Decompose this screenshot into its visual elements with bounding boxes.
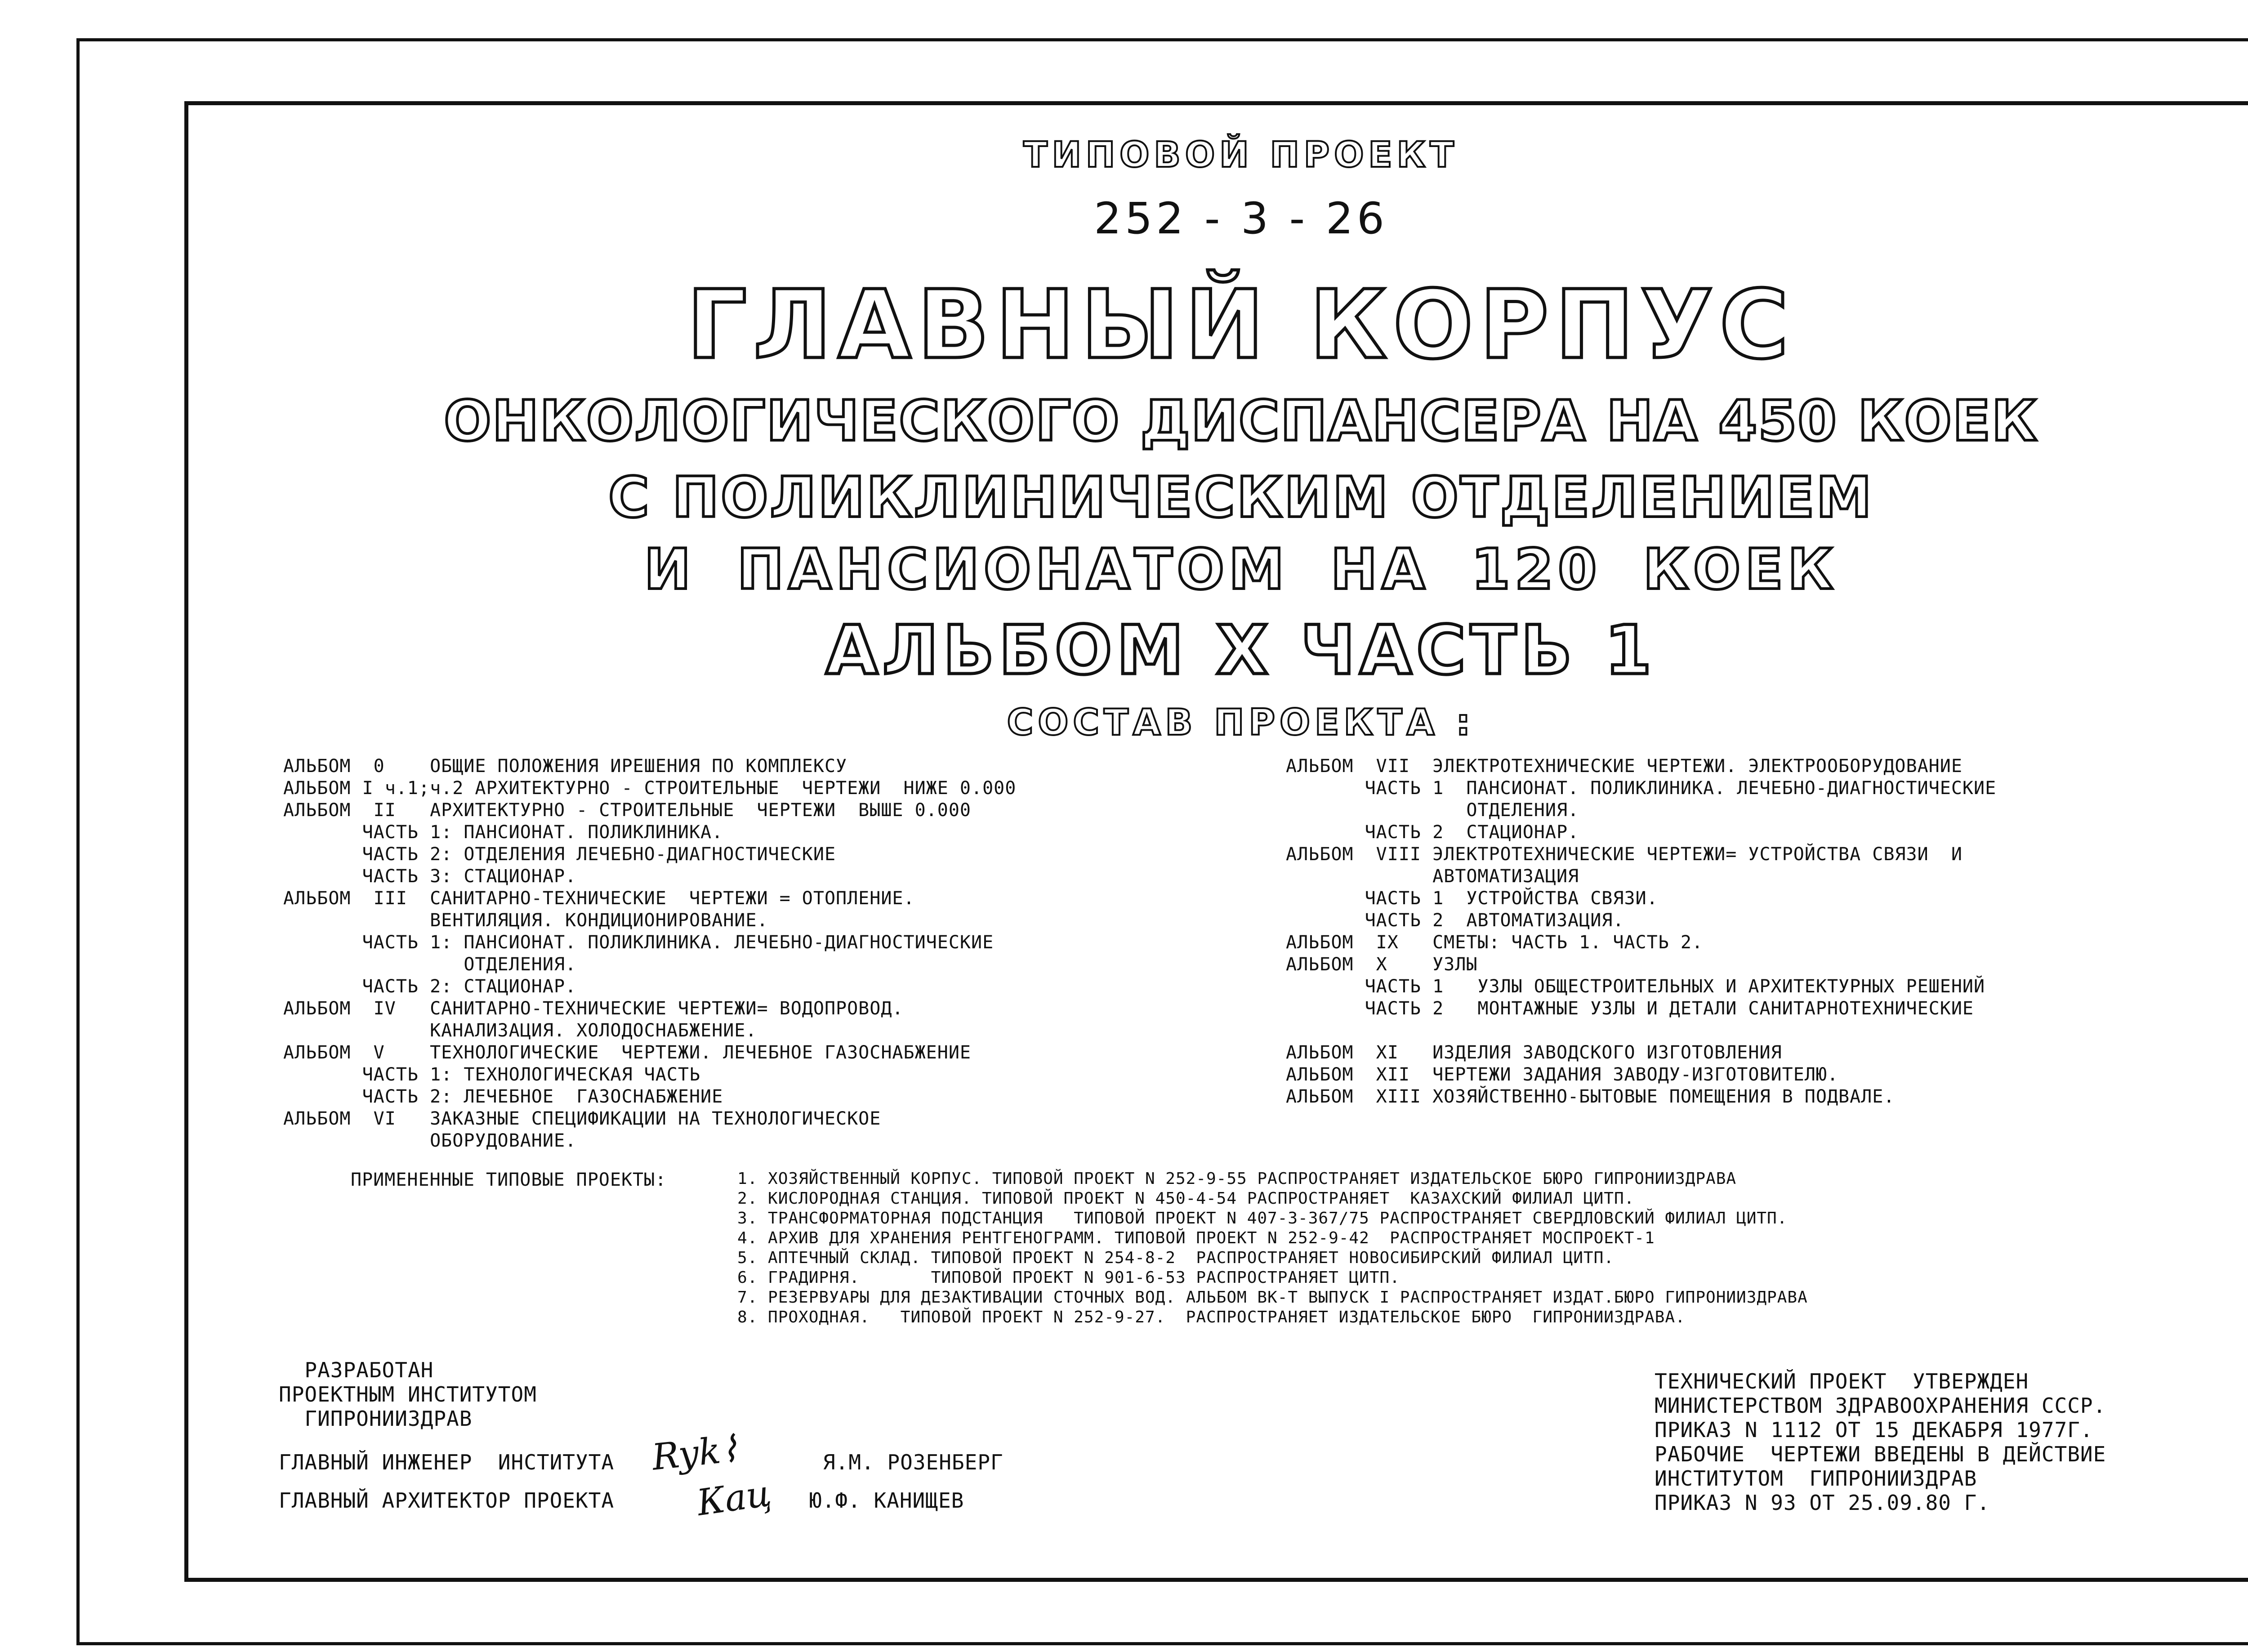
subtitle-line-2: С ПОЛИКЛИНИЧЕСКИМ ОТДЕЛЕНИЕМ — [608, 465, 1873, 530]
list-item: АЛЬБОМ II АРХИТЕКТУРНО - СТРОИТЕЛЬНЫЕ ЧЕРТЕЖИ ВЫШЕ 0.000 — [283, 800, 972, 821]
list-item: ЧАСТЬ 2: ЛЕЧЕБНОЕ ГАЗОСНАБЖЕНИЕ — [283, 1086, 723, 1107]
list-item: ЧАСТЬ 1: ПАНСИОНАТ. ПОЛИКЛИНИКА. ЛЕЧЕБНО-ДИАГНОСТИЧЕСКИЕ — [283, 932, 994, 953]
approval-line: ТЕХНИЧЕСКИЙ ПРОЕКТ УТВЕРЖДЕН — [1655, 1369, 2029, 1393]
list-item: АЛЬБОМ XI ИЗДЕЛИЯ ЗАВОДСКОГО ИЗГОТОВЛЕНИЯ — [1286, 1042, 1782, 1063]
project-number: 252 - 3 - 26 — [1094, 193, 1388, 244]
list-item: АЛЬБОМ VII ЭЛЕКТРОТЕХНИЧЕСКИЕ ЧЕРТЕЖИ. ЭЛЕКТРООБОРУДОВАНИЕ — [1286, 756, 1963, 777]
chief-engineer-signature: Ryk⌇ — [650, 1428, 740, 1478]
list-item: 6. ГРАДИРНЯ. ТИПОВОЙ ПРОЕКТ N 901-6-53 РАСПРОСТРАНЯЕТ ЦИТП. — [737, 1268, 1400, 1287]
project-type-label: ТИПОВОЙ ПРОЕКТ — [1023, 135, 1459, 175]
list-item: АЛЬБОМ IV САНИТАРНО-ТЕХНИЧЕСКИЕ ЧЕРТЕЖИ= ВОДОПРОВОД. — [283, 998, 904, 1019]
list-spacer — [1286, 1020, 2248, 1042]
composition-heading: СОСТАВ ПРОЕКТА : — [1007, 701, 1475, 743]
subtitle-line-1: ОНКОЛОГИЧЕСКОГО ДИСПАНСЕРА НА 450 КОЕК — [444, 389, 2038, 454]
approval-line: МИНИСТЕРСТВОМ ЗДРАВООХРАНЕНИЯ СССР. — [1655, 1393, 2106, 1418]
list-item: АВТОМАТИЗАЦИЯ — [1286, 866, 1579, 887]
album-title: АЛЬБОМ X ЧАСТЬ 1 — [825, 612, 1656, 690]
list-item: АЛЬБОМ IX СМЕТЫ: ЧАСТЬ 1. ЧАСТЬ 2. — [1286, 932, 1704, 953]
list-item: ЧАСТЬ 2 МОНТАЖНЫЕ УЗЛЫ И ДЕТАЛИ САНИТАРНОТЕХНИЧЕСКИЕ — [1286, 998, 1974, 1019]
list-item: ЧАСТЬ 1: ПАНСИОНАТ. ПОЛИКЛИНИКА. — [283, 822, 723, 843]
approval-line: ПРИКАЗ N 1112 ОТ 15 ДЕКАБРЯ 1977Г. — [1655, 1418, 2093, 1442]
list-item: КАНАЛИЗАЦИЯ. ХОЛОДОСНАБЖЕНИЕ. — [283, 1020, 757, 1041]
list-item: АЛЬБОМ X УЗЛЫ — [1286, 954, 1478, 975]
chief-architect-signature: Кац — [694, 1472, 774, 1524]
chief-architect-name: Ю.Ф. КАНИЩЕВ — [809, 1488, 964, 1513]
developed-line: РАЗРАБОТАН — [279, 1358, 434, 1382]
composition-list-right — [1286, 755, 2248, 1108]
applied-projects-label: ПРИМЕНЕННЫЕ ТИПОВЫЕ ПРОЕКТЫ: — [351, 1170, 667, 1190]
chief-engineer-title: ГЛАВНЫЙ ИНЖЕНЕР ИНСТИТУТА — [279, 1450, 615, 1474]
chief-architect-title: ГЛАВНЫЙ АРХИТЕКТОР ПРОЕКТА — [279, 1488, 615, 1513]
list-item: 4. АРХИВ ДЛЯ ХРАНЕНИЯ РЕНТГЕНОГРАММ. ТИПОВОЙ ПРОЕКТ N 252-9-42 РАСПРОСТРАНЯЕТ МОСПРОЕКТ-1 — [737, 1229, 1655, 1247]
list-item: ЧАСТЬ 3: СТАЦИОНАР. — [283, 866, 577, 887]
list-item: 3. ТРАНСФОРМАТОРНАЯ ПОДСТАНЦИЯ ТИПОВОЙ ПРОЕКТ N 407-3-367/75 РАСПРОСТРАНЯЕТ СВЕРДЛОВСКИЙ ФИЛИАЛ ЦИТП. — [737, 1209, 1788, 1228]
composition-list-left — [283, 755, 1227, 1152]
list-item: АЛЬБОМ VIII ЭЛЕКТРОТЕХНИЧЕСКИЕ ЧЕРТЕЖИ= УСТРОЙСТВА СВЯЗИ И — [1286, 844, 1963, 865]
approval-line: ПРИКАЗ N 93 ОТ 25.09.80 Г. — [1655, 1491, 1990, 1515]
list-item: 8. ПРОХОДНАЯ. ТИПОВОЙ ПРОЕКТ N 252-9-27. РАСПРОСТРАНЯЕТ ИЗДАТЕЛЬСКОЕ БЮРО ГИПРОНИИЗДРАВА. — [737, 1308, 1686, 1326]
list-item: 2. КИСЛОРОДНАЯ СТАНЦИЯ. ТИПОВОЙ ПРОЕКТ N 450-4-54 РАСПРОСТРАНЯЕТ КАЗАХСКИЙ ФИЛИАЛ ЦИТП. — [737, 1189, 1635, 1208]
subtitle-line-3: И ПАНСИОНАТОМ НА 120 КОЕК — [644, 537, 1838, 602]
list-item: ЧАСТЬ 1 УЗЛЫ ОБЩЕСТРОИТЕЛЬНЫХ И АРХИТЕКТУРНЫХ РЕШЕНИЙ — [1286, 976, 1985, 997]
approval-line: РАБОЧИЕ ЧЕРТЕЖИ ВВЕДЕНЫ В ДЕЙСТВИЕ — [1655, 1442, 2106, 1466]
developed-by-block — [279, 1358, 537, 1431]
list-item: ОТДЕЛЕНИЯ. — [283, 954, 577, 975]
list-item: 7. РЕЗЕРВУАРЫ ДЛЯ ДЕЗАКТИВАЦИИ СТОЧНЫХ ВОД. АЛЬБОМ ВК-Т ВЫПУСК I РАСПРОСТРАНЯЕТ ИЗДАТ.БЮРО ГИПРОНИИЗДРАВА — [737, 1288, 1808, 1307]
list-item: ЧАСТЬ 2: СТАЦИОНАР. — [283, 976, 577, 997]
list-item: 5. АПТЕЧНЫЙ СКЛАД. ТИПОВОЙ ПРОЕКТ N 254-8-2 РАСПРОСТРАНЯЕТ НОВОСИБИРСКИЙ ФИЛИАЛ ЦИТП. — [737, 1249, 1614, 1267]
list-item: АЛЬБОМ VI ЗАКАЗНЫЕ СПЕЦИФИКАЦИИ НА ТЕХНОЛОГИЧЕСКОЕ — [283, 1108, 881, 1129]
list-item: ВЕНТИЛЯЦИЯ. КОНДИЦИОНИРОВАНИЕ. — [283, 910, 768, 931]
list-item: АЛЬБОМ V ТЕХНОЛОГИЧЕСКИЕ ЧЕРТЕЖИ. ЛЕЧЕБНОЕ ГАЗОСНАБЖЕНИЕ — [283, 1042, 972, 1063]
list-item: ЧАСТЬ 2 СТАЦИОНАР. — [1286, 822, 1579, 843]
list-item: АЛЬБОМ III САНИТАРНО-ТЕХНИЧЕСКИЕ ЧЕРТЕЖИ = ОТОПЛЕНИЕ. — [283, 888, 915, 909]
main-title: ГЛАВНЫЙ КОРПУС — [687, 270, 1795, 380]
list-item: ОТДЕЛЕНИЯ. — [1286, 800, 1579, 821]
list-item: ЧАСТЬ 2: ОТДЕЛЕНИЯ ЛЕЧЕБНО-ДИАГНОСТИЧЕСКИЕ — [283, 844, 836, 865]
developed-line: ПРОЕКТНЫМ ИНСТИТУТОМ — [279, 1382, 537, 1406]
list-item: АЛЬБОМ 0 ОБЩИЕ ПОЛОЖЕНИЯ ИРЕШЕНИЯ ПО КОМПЛЕКСУ — [283, 756, 847, 777]
list-item: ЧАСТЬ 2 АВТОМАТИЗАЦИЯ. — [1286, 910, 1624, 931]
applied-projects-list — [737, 1169, 2221, 1327]
list-item: ЧАСТЬ 1: ТЕХНОЛОГИЧЕСКАЯ ЧАСТЬ — [283, 1064, 701, 1085]
list-item: ЧАСТЬ 1 УСТРОЙСТВА СВЯЗИ. — [1286, 888, 1658, 909]
chief-engineer-name: Я.М. РОЗЕНБЕРГ — [823, 1450, 1004, 1474]
list-item: АЛЬБОМ I ч.1;ч.2 АРХИТЕКТУРНО - СТРОИТЕЛЬНЫЕ ЧЕРТЕЖИ НИЖЕ 0.000 — [283, 778, 1017, 799]
approval-block — [1655, 1369, 2248, 1515]
list-item: ЧАСТЬ 1 ПАНСИОНАТ. ПОЛИКЛИНИКА. ЛЕЧЕБНО-ДИАГНОСТИЧЕСКИЕ — [1286, 778, 1997, 799]
developed-line: ГИПРОНИИЗДРАВ — [279, 1406, 473, 1431]
approval-line: ИНСТИТУТОМ ГИПРОНИИЗДРАВ — [1655, 1466, 1977, 1491]
list-item: АЛЬБОМ XIII ХОЗЯЙСТВЕННО-БЫТОВЫЕ ПОМЕЩЕНИЯ В ПОДВАЛЕ. — [1286, 1086, 1895, 1107]
list-item: АЛЬБОМ XII ЧЕРТЕЖИ ЗАДАНИЯ ЗАВОДУ-ИЗГОТОВИТЕЛЮ. — [1286, 1064, 1839, 1085]
list-item: ОБОРУДОВАНИЕ. — [283, 1130, 577, 1151]
list-item: 1. ХОЗЯЙСТВЕННЫЙ КОРПУС. ТИПОВОЙ ПРОЕКТ N 252-9-55 РАСПРОСТРАНЯЕТ ИЗДАТЕЛЬСКОЕ БЮРО ГИПРОНИИЗДРАВА — [737, 1170, 1737, 1188]
